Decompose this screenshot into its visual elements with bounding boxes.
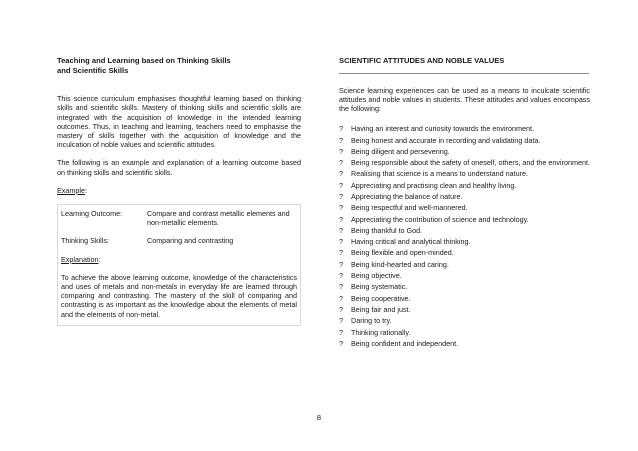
list-item	[339, 339, 590, 348]
list-item	[339, 271, 590, 280]
bullet-icon: ?	[339, 271, 343, 281]
list-item	[339, 136, 590, 145]
list-item-text: Being cooperative.	[351, 293, 411, 303]
list-item	[339, 305, 590, 314]
thinking-skills-row	[61, 236, 297, 245]
page-number: 8	[316, 413, 322, 422]
section-heading-attitudes-values: SCIENTIFIC ATTITUDES AND NOBLE VALUES	[339, 56, 505, 65]
list-item-text: Being kind-hearted and caring.	[351, 259, 449, 269]
bullet-icon: ?	[339, 169, 343, 179]
values-intro-paragraph: Science learning experiences can be used as a means to inculcate scientific attitudes and noble values in students. These attitudes and values encompass the following:	[339, 85, 590, 113]
bullet-icon: ?	[339, 316, 343, 326]
list-item	[339, 226, 590, 235]
list-item	[339, 316, 590, 325]
bullet-icon: ?	[339, 180, 343, 190]
example-label	[57, 186, 301, 195]
list-item	[339, 294, 590, 303]
list-item-text: Being responsible about the safety of oneself, others, and the environment.	[351, 158, 590, 168]
list-item	[339, 169, 590, 178]
list-item-text: Being systematic.	[351, 282, 408, 292]
explanation-text: To achieve the above learning outcome, knowledge of the characteristics and uses of metals and non-metals in everyday life are learned through comparing and contrasting. The mastery of the skill of comparing and contrasting is as important as the knowledge about the elements of metal and the elements of non-metal.	[61, 272, 297, 319]
explanation-label	[61, 255, 297, 264]
list-item	[339, 328, 590, 337]
bullet-icon: ?	[339, 293, 343, 303]
bullet-icon: ?	[339, 191, 343, 201]
example-label-colon: :	[84, 185, 87, 195]
values-list	[339, 124, 590, 348]
bullet-icon: ?	[339, 282, 343, 292]
list-item	[339, 248, 590, 257]
list-item	[339, 215, 590, 224]
list-item-text: Being flexible and open-minded.	[351, 248, 454, 258]
learning-outcome-label: Learning Outcome:	[61, 209, 123, 219]
list-item-text: Having critical and analytical thinking.	[351, 237, 471, 247]
bullet-icon: ?	[339, 225, 343, 235]
list-item-text: Being honest and accurate in recording and validating data.	[351, 135, 541, 145]
bullet-icon: ?	[339, 237, 343, 247]
bullet-icon: ?	[339, 327, 343, 337]
list-item-text: Being objective.	[351, 271, 402, 281]
bullet-icon: ?	[339, 338, 343, 348]
list-item	[339, 237, 590, 246]
list-item-text: Appreciating the balance of nature.	[351, 191, 463, 201]
example-intro-paragraph: The following is an example and explanation of a learning outcome based on thinking skills and scientific skills.	[57, 158, 301, 177]
example-label-text: Example	[57, 185, 85, 195]
list-item-text: Being confident and independent.	[351, 338, 459, 348]
learning-outcome-value: Compare and contrast metallic elements and non-metallic elements.	[147, 209, 290, 228]
bullet-icon: ?	[339, 203, 343, 213]
thinking-skills-label: Thinking Skills:	[61, 236, 109, 246]
list-item	[339, 192, 590, 201]
list-item	[339, 158, 590, 167]
list-item-text: Being diligent and persevering.	[351, 146, 450, 156]
learning-outcome-row	[61, 209, 297, 227]
bullet-icon: ?	[339, 259, 343, 269]
list-item-text: Being respectful and well-mannered.	[351, 203, 468, 213]
heading-line-2: and Scientific Skills	[57, 65, 129, 75]
bullet-icon: ?	[339, 248, 343, 258]
list-item-text: Appreciating the contribution of science and technology.	[351, 214, 529, 224]
section-heading-teaching-learning	[57, 56, 301, 75]
heading-divider	[339, 73, 589, 74]
bullet-icon: ?	[339, 158, 343, 168]
example-box	[57, 204, 301, 326]
list-item	[339, 282, 590, 291]
left-column	[57, 56, 301, 326]
list-item-text: Being fair and just.	[351, 304, 411, 314]
intro-paragraph: This science curriculum emphasises thoughtful learning based on thinking skills and scientific skills. Mastery of thinking skills and scientific skills are integrated with the acquisition of knowledge in the intended learning outcomes. Thus, in teaching and learning, teachers need to emphasise the mastery of skills together with the acquisition of knowledge and the inculcation of noble values and scientific attitudes.	[57, 94, 301, 150]
list-item	[339, 124, 590, 133]
thinking-skills-value: Comparing and contrasting	[147, 236, 234, 246]
bullet-icon: ?	[339, 135, 343, 145]
list-item-text: Appreciating and practising clean and healthy living.	[351, 180, 517, 190]
list-item-text: Being thankful to God.	[351, 225, 423, 235]
list-item-text: Daring to try.	[351, 316, 392, 326]
bullet-icon: ?	[339, 214, 343, 224]
explanation-label-text: Explanation	[61, 254, 99, 264]
list-item-text: Realising that science is a means to understand nature.	[351, 169, 528, 179]
heading-line-1: Teaching and Learning based on Thinking Skills	[57, 56, 231, 65]
bullet-icon: ?	[339, 124, 343, 134]
list-item	[339, 181, 590, 190]
list-item	[339, 260, 590, 269]
explanation-label-colon: :	[98, 254, 101, 264]
list-item	[339, 147, 590, 156]
list-item-text: Thinking rationally.	[351, 327, 411, 337]
list-item	[339, 203, 590, 212]
bullet-icon: ?	[339, 304, 343, 314]
right-column	[339, 56, 590, 350]
list-item-text: Having an interest and curiosity towards the environment.	[351, 124, 534, 134]
bullet-icon: ?	[339, 146, 343, 156]
